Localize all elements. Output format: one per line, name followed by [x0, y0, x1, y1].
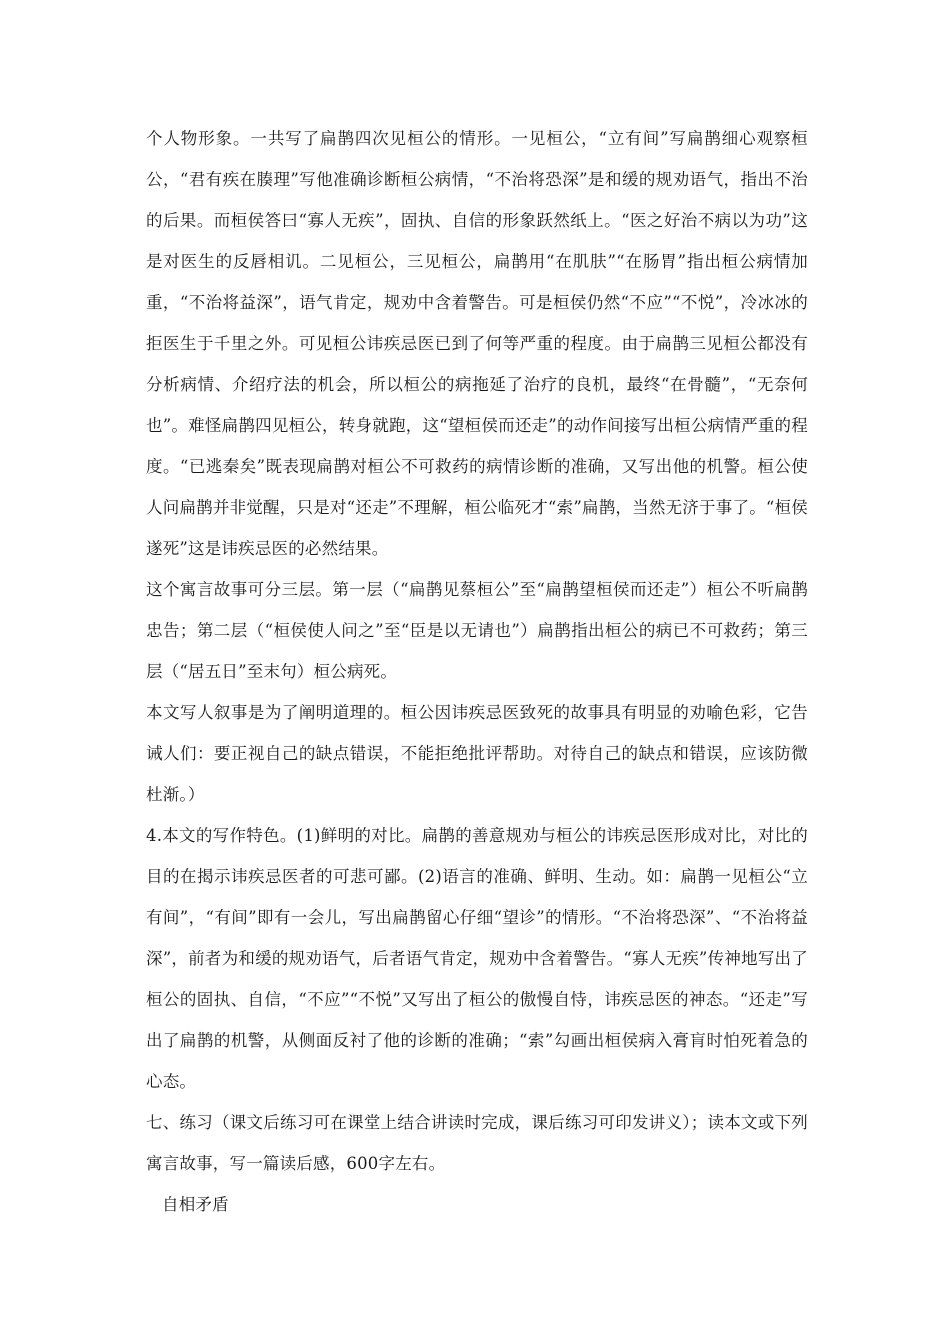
exercise-paragraph: 七、练习（课文后练习可在课堂上结合讲读时完成，课后练习可印发讲义）；读本文或下列寓言故事，写一篇读后感，600字左右。: [146, 1113, 808, 1173]
analysis-paragraph: 个人物形象。一共写了扁鹊四次见桓公的情形。一见桓公，“立有间”写扁鹊细心观察桓公，“君有疾在腠理”写他准确诊断桓公病情，“不治将恐深”是和缓的规劝语气，指出不治的后果。而桓侯答曰“寡人无疾”，固执、自信的形象跃然纸上。“医之好治不病以为功”这是对医生的反唇相讥。二见桓公，三见桓公，扁鹊用“在肌肤”“在肠胃”指出桓公病情加重，“不治将益深”，语气肯定，规劝中含着警告。可是桓侯仍然“不应”“不悦”，冷冰冰的拒医生于千里之外。可见桓公讳疾忌医已到了何等严重的程度。由于扁鹊三见桓公都没有分析病情、介绍疗法的机会，所以桓公的病拖延了治疗的良机，最终“在骨髓”，“无奈何也”。难怪扁鹊四见桓公，转身就跑，这“望桓侯而还走”的动作间接写出桓公病情严重的程度。“已逃秦矣”既表现扁鹊对桓公不可救药的病情诊断的准确，又写出他的机警。桓公使人问扁鹊并非觉醒，只是对“还走”不理解，桓公临死才“索”扁鹊，当然无济于事了。“桓侯遂死”这是讳疾忌医的必然结果。: [146, 129, 808, 558]
story-title: 自相矛盾: [162, 1195, 229, 1214]
writing-features-paragraph: 4.本文的写作特色。(1)鲜明的对比。扁鹊的善意规劝与桓公的讳疾忌医形成对比，对比的目的在揭示讳疾忌医者的可悲可鄙。(2)语言的准确、鲜明、生动。如：扁鹊一见桓公“立有间”，“有间”即有一会儿，写出扁鹊留心仔细“望诊”的情形。“不治将恐深”、“不治将益深”，前者为和缓的规劝语气，后者语气肯定，规劝中含着警告。“寡人无疾”传神地写出了桓公的固执、自信，“不应”“不悦”又写出了桓公的傲慢自恃，讳疾忌医的神态。“还走”写出了扁鹊的机警，从侧面反衬了他的诊断的准确；“索”勾画出桓侯病入膏肓时怕死着急的心态。: [146, 826, 808, 1091]
structure-paragraph: 这个寓言故事可分三层。第一层（“扁鹊见蔡桓公”至“扁鹊望桓侯而还走”）桓公不听扁鹊忠告；第二层（“桓侯使人问之”至“臣是以无请也”）扁鹊指出桓公的病已不可救药；第三层（“居五日”至末句）桓公病死。: [146, 580, 808, 681]
theme-paragraph: 本文写人叙事是为了阐明道理的。桓公因讳疾忌医致死的故事具有明显的劝喻色彩，它告诫人们：要正视自己的缺点错误，不能拒绝批评帮助。对待自己的缺点和错误，应该防微杜渐。）: [146, 703, 808, 804]
document-body: [146, 118, 808, 1225]
